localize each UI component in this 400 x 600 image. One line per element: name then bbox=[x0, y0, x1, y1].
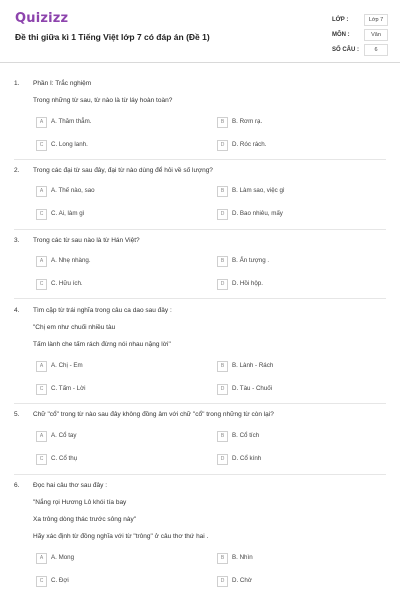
question-text: Trong các từ sau nào là từ Hán Việt? bbox=[33, 237, 140, 244]
question-number: 4. bbox=[14, 307, 20, 314]
option-key: B bbox=[217, 361, 228, 372]
divider bbox=[14, 229, 386, 230]
option-key: C bbox=[36, 576, 47, 587]
question-number: 5. bbox=[14, 411, 20, 418]
option-text: C. Cổ thụ bbox=[51, 455, 78, 462]
option-key: B bbox=[217, 117, 228, 128]
option-text: D. Hồi hộp. bbox=[232, 280, 263, 287]
option-text: B. Lành - Rách bbox=[232, 362, 274, 369]
option-text: A. Cổ tay bbox=[51, 432, 77, 439]
option-text: C. Long lanh. bbox=[51, 141, 88, 148]
question-text: Chữ "cổ" trong từ nào sau đây không đồng âm với chữ "cổ" trong những từ còn lại? bbox=[33, 411, 274, 418]
question-text: "Nắng rọi Hương Lô khói tía bay bbox=[33, 499, 127, 506]
option-text: C. Tấm - Lời bbox=[51, 385, 86, 392]
option-text: A. Nhẹ nhàng. bbox=[51, 257, 91, 264]
option-text: C. Đợi bbox=[51, 577, 69, 584]
option-key: A bbox=[36, 431, 47, 442]
question-text: Trong các đại từ sau đây, đại từ nào dùng để hỏi về số lượng? bbox=[33, 167, 213, 174]
option-text: D. Chờ bbox=[232, 577, 252, 584]
grade-value: Lớp 7 bbox=[364, 14, 388, 26]
option-key: D bbox=[217, 454, 228, 465]
option-text: D. Bao nhiêu, mấy bbox=[232, 210, 283, 217]
option-text: D. Cổ kính bbox=[232, 455, 262, 462]
option-text: D. Tàu - Chuối bbox=[232, 385, 273, 392]
option-text: A. Chị - Em bbox=[51, 362, 83, 369]
option-text: C. Hữu ích. bbox=[51, 280, 83, 287]
question-number: 1. bbox=[14, 80, 20, 87]
question-text: "Chị em như chuối nhiều tàu bbox=[33, 324, 116, 331]
option-key: C bbox=[36, 140, 47, 151]
question-text: Xa trông dòng thác trước sông này" bbox=[33, 516, 137, 523]
option-key: C bbox=[36, 454, 47, 465]
question-text: Hãy xác định từ đồng nghĩa với từ "trông" ở câu thơ thứ hai . bbox=[33, 533, 209, 540]
option-text: B. Nhìn bbox=[232, 554, 253, 561]
option-key: D bbox=[217, 140, 228, 151]
question-count-label: SỐ CÂU : bbox=[332, 47, 359, 53]
option-key: A bbox=[36, 361, 47, 372]
option-key: A bbox=[36, 256, 47, 267]
option-text: B. Ấn tượng . bbox=[232, 257, 270, 264]
option-text: D. Róc rách. bbox=[232, 141, 267, 148]
option-key: D bbox=[217, 576, 228, 587]
option-key: C bbox=[36, 384, 47, 395]
option-key: B bbox=[217, 553, 228, 564]
option-text: B. Rơm rạ. bbox=[232, 118, 263, 125]
divider bbox=[14, 403, 386, 404]
option-key: C bbox=[36, 279, 47, 290]
option-key: A bbox=[36, 186, 47, 197]
option-key: A bbox=[36, 117, 47, 128]
option-key: A bbox=[36, 553, 47, 564]
option-text: C. Ai, làm gì bbox=[51, 210, 85, 217]
question-text: Trong những từ sau, từ nào là từ láy hoàn toàn? bbox=[33, 97, 173, 104]
option-text: A. Thế nào, sao bbox=[51, 187, 95, 194]
option-key: D bbox=[217, 209, 228, 220]
option-key: B bbox=[217, 186, 228, 197]
option-text: A. Thăm thẳm. bbox=[51, 118, 92, 125]
question-text: Phần I: Trắc nghiệm bbox=[33, 80, 92, 87]
option-key: B bbox=[217, 256, 228, 267]
question-number: 2. bbox=[14, 167, 20, 174]
divider bbox=[14, 298, 386, 299]
option-text: B. Cổ tích bbox=[232, 432, 260, 439]
option-key: C bbox=[36, 209, 47, 220]
option-text: A. Mong bbox=[51, 554, 75, 561]
subject-value: Văn bbox=[364, 29, 388, 41]
option-text: B. Làm sao, việc gì bbox=[232, 187, 285, 194]
question-text: Tấm lành che tấm rách đừng nói nhau nặng lời" bbox=[33, 341, 171, 348]
subject-label: MÔN : bbox=[332, 32, 350, 38]
option-key: B bbox=[217, 431, 228, 442]
option-key: D bbox=[217, 279, 228, 290]
divider bbox=[14, 159, 386, 160]
question-number: 3. bbox=[14, 237, 20, 244]
question-text: Đọc hai câu thơ sau đây : bbox=[33, 482, 107, 489]
question-text: Tìm cặp từ trái nghĩa trong câu ca dao sau đây : bbox=[33, 307, 172, 314]
question-number: 6. bbox=[14, 482, 20, 489]
page-title: Đề thi giữa kì 1 Tiếng Việt lớp 7 có đáp án (Đề 1) bbox=[15, 32, 210, 42]
quizizz-logo: Quizizz bbox=[15, 11, 69, 26]
grade-label: LỚP : bbox=[332, 17, 349, 23]
divider bbox=[14, 474, 386, 475]
option-key: D bbox=[217, 384, 228, 395]
question-count-value: 6 bbox=[364, 44, 388, 56]
worksheet-header bbox=[0, 0, 400, 63]
